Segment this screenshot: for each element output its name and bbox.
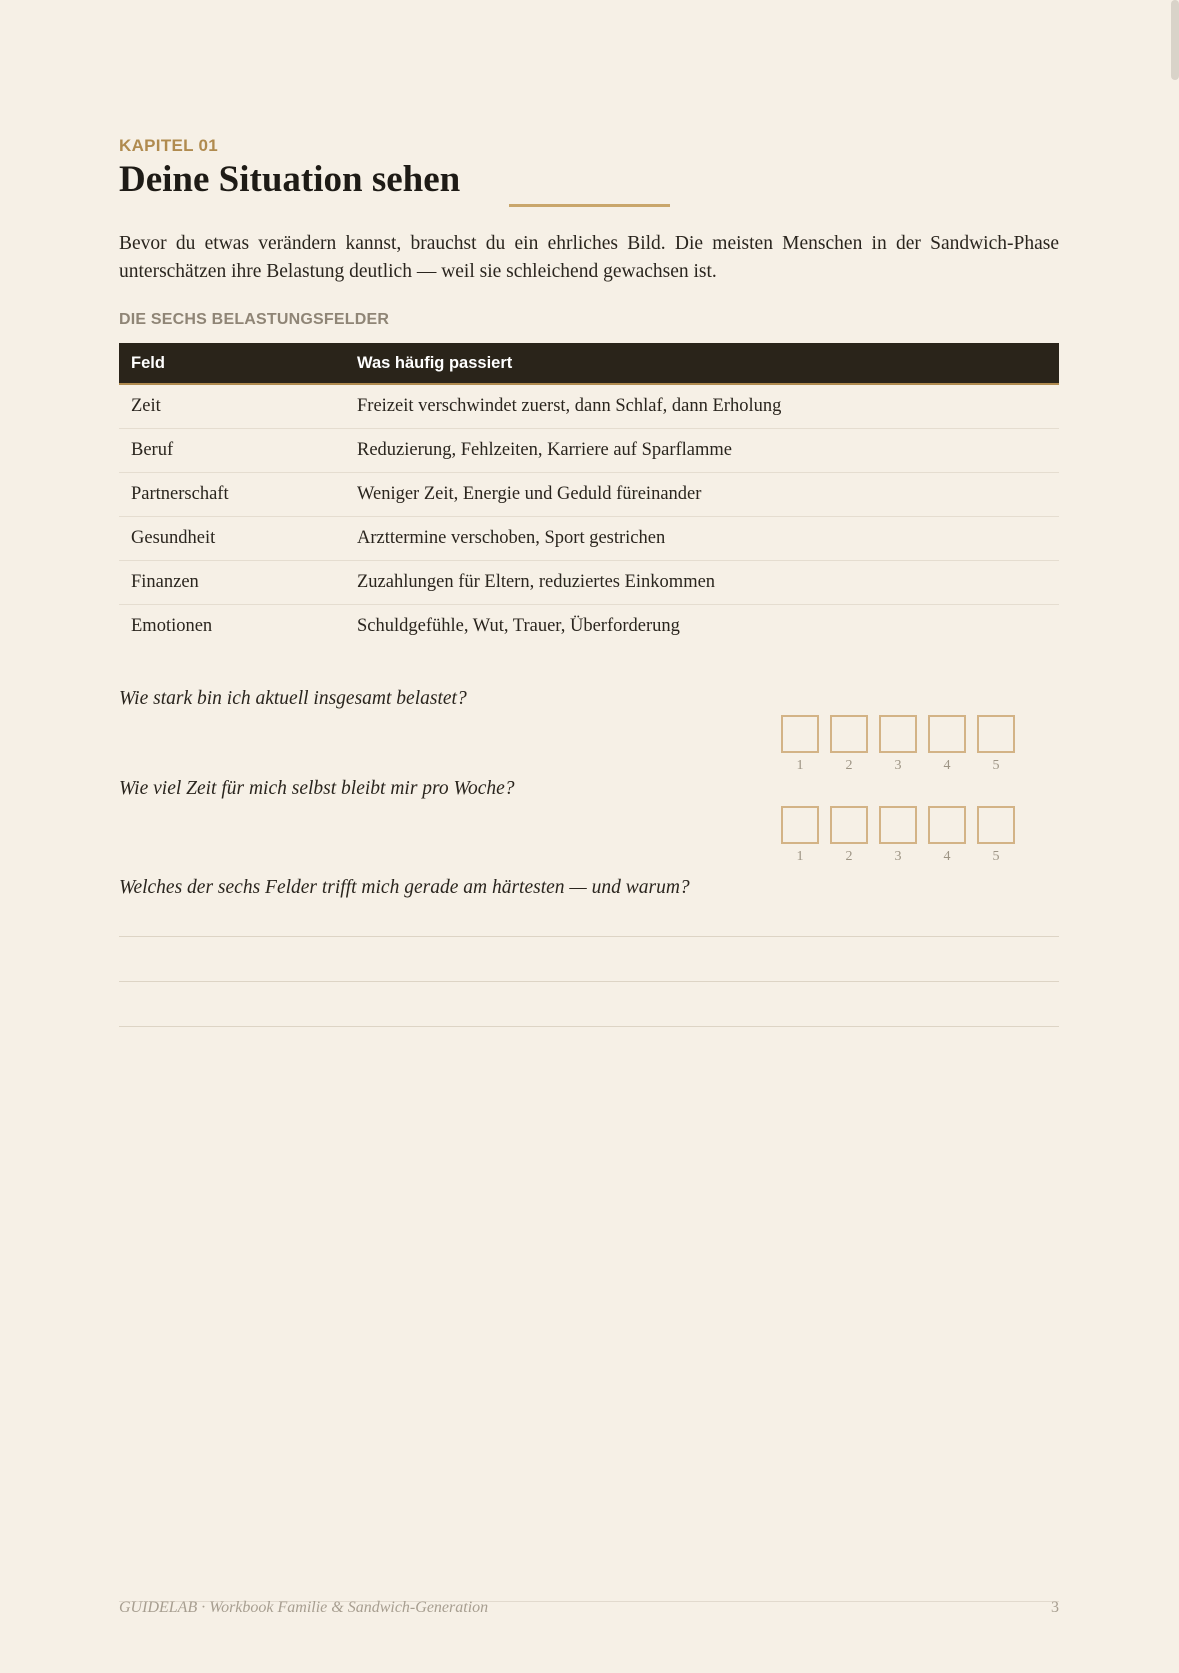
- rating-option: [830, 806, 868, 865]
- rating-scale-own-time: [781, 806, 1015, 865]
- section-label: DIE SECHS BELASTUNGSFELDER: [119, 311, 390, 328]
- table-row: [119, 473, 1059, 517]
- rating-option: [977, 715, 1015, 774]
- rating-option: [830, 715, 868, 774]
- field-name: Gesundheit: [119, 517, 345, 561]
- rating-checkbox[interactable]: [879, 715, 917, 753]
- rating-checkbox[interactable]: [928, 715, 966, 753]
- column-header-field: Feld: [119, 343, 345, 384]
- rating-checkbox[interactable]: [830, 715, 868, 753]
- rating-option: [879, 806, 917, 865]
- rating-option: [977, 806, 1015, 865]
- intro-paragraph: Bevor du etwas verändern kannst, brauchst du ein ehrliches Bild. Die meisten Menschen in der Sandwich-Phase unterschätzen ihre Belastung deutlich — weil sie schleichend gewachsen ist.: [119, 233, 1059, 282]
- rating-scale-burden: [781, 715, 1015, 774]
- question-hardest-field: Welches der sechs Felder trifft mich gerade am härtesten — und warum?: [119, 877, 690, 898]
- field-description: Zuzahlungen für Eltern, reduziertes Einkommen: [345, 561, 1059, 605]
- rating-checkbox[interactable]: [977, 806, 1015, 844]
- title-divider: [509, 204, 670, 207]
- page-title: Deine Situation sehen: [119, 159, 461, 200]
- rating-checkbox[interactable]: [830, 806, 868, 844]
- burden-fields-table: [119, 343, 1059, 648]
- table-row: [119, 384, 1059, 429]
- rating-option: [781, 715, 819, 774]
- field-description: Freizeit verschwindet zuerst, dann Schlaf, dann Erholung: [345, 384, 1059, 429]
- rating-label: 4: [943, 758, 951, 773]
- table-row: [119, 561, 1059, 605]
- field-description: Schuldgefühle, Wut, Trauer, Überforderung: [357, 616, 680, 636]
- rating-label: 1: [796, 849, 804, 864]
- rating-label: 2: [845, 849, 853, 864]
- scrollbar[interactable]: [1171, 0, 1179, 80]
- question-own-time: Wie viel Zeit für mich selbst bleibt mir pro Woche?: [119, 778, 515, 799]
- rating-option: [928, 806, 966, 865]
- field-description: Reduzierung, Fehlzeiten, Karriere auf Sparflamme: [345, 429, 1059, 473]
- table-header-row: [119, 343, 1059, 384]
- rating-label: 3: [894, 758, 902, 773]
- rating-checkbox[interactable]: [977, 715, 1015, 753]
- table-row: [119, 605, 1059, 649]
- answer-line[interactable]: [119, 1026, 1059, 1027]
- column-header-description: Was häufig passiert: [345, 343, 1059, 384]
- rating-label: 5: [992, 758, 1000, 773]
- rating-option: [928, 715, 966, 774]
- rating-option: [879, 715, 917, 774]
- rating-label: 1: [796, 758, 804, 773]
- rating-checkbox[interactable]: [879, 806, 917, 844]
- footer-title: GUIDELAB · Workbook Familie & Sandwich-Generation: [119, 1599, 489, 1616]
- answer-line[interactable]: [119, 981, 1059, 982]
- question-overall-burden: Wie stark bin ich aktuell insgesamt belastet?: [119, 688, 467, 709]
- rating-label: 3: [894, 849, 902, 864]
- table-row: [119, 517, 1059, 561]
- rating-checkbox[interactable]: [928, 806, 966, 844]
- answer-line[interactable]: [119, 936, 1059, 937]
- rating-checkbox[interactable]: [781, 715, 819, 753]
- page-number: 3: [1051, 1599, 1059, 1616]
- chapter-kicker: KAPITEL 01: [119, 136, 219, 155]
- field-name: Finanzen: [119, 561, 345, 605]
- field-description: Arzttermine verschoben, Sport gestrichen: [345, 517, 1059, 561]
- field-name: Partnerschaft: [119, 473, 345, 517]
- field-name: Beruf: [119, 429, 345, 473]
- rating-label: 2: [845, 758, 853, 773]
- rating-checkbox[interactable]: [781, 806, 819, 844]
- field-name: Zeit: [119, 384, 345, 429]
- rating-label: 5: [992, 849, 1000, 864]
- field-name: Emotionen: [131, 616, 213, 636]
- table-row: [119, 429, 1059, 473]
- field-description: Weniger Zeit, Energie und Geduld füreinander: [345, 473, 1059, 517]
- rating-option: [781, 806, 819, 865]
- rating-label: 4: [943, 849, 951, 864]
